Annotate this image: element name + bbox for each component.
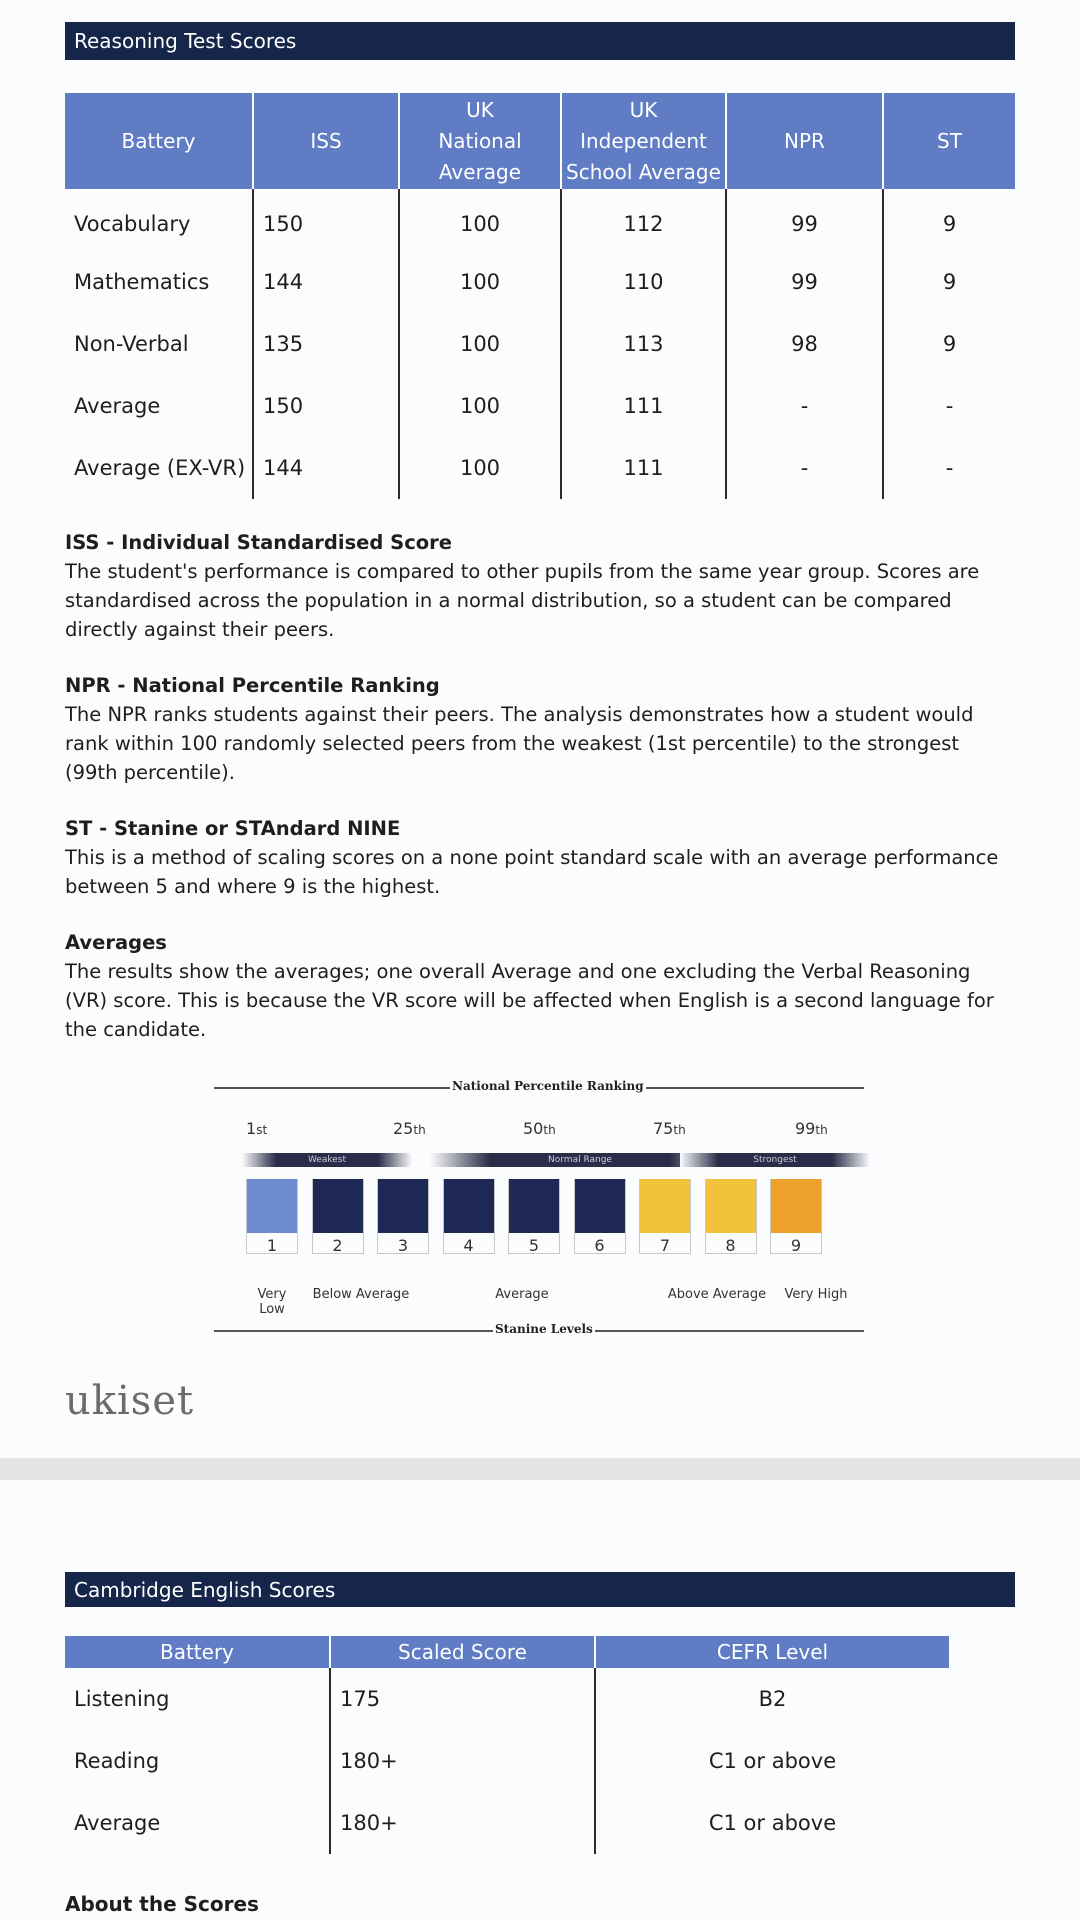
cell-iss: 135 [254, 313, 400, 375]
stanine-color-box [247, 1179, 297, 1233]
table-row [65, 251, 1015, 313]
reasoning-table-body [65, 189, 1015, 499]
definition-text: This is a method of scaling scores on a none point standard scale with an average performance between 5 and where 9 is the highest. [65, 846, 999, 898]
cambridge-table-body [65, 1668, 949, 1854]
column-header-battery: Battery [65, 1636, 331, 1668]
stanine-level [443, 1179, 495, 1254]
table-row [65, 1730, 949, 1792]
stanine-level [508, 1179, 560, 1254]
page-separator [0, 1458, 1080, 1480]
stanine-number: 2 [332, 1236, 343, 1255]
cell-st: 9 [942, 332, 957, 356]
definition-block [65, 528, 1015, 644]
definition-text: The student's performance is compared to other pupils from the same year group. Scores are standardised across the population in a normal distribution, so a student can be compared directly against their peers. [65, 560, 980, 641]
npr-stanine-chart [210, 1075, 880, 1345]
stanine-level [312, 1179, 364, 1254]
stanine-number: 5 [528, 1236, 540, 1255]
cell-battery: Non-Verbal [65, 313, 254, 375]
definition-title: Averages [65, 931, 167, 954]
cell-uk-independent-average: 113 [562, 313, 727, 375]
column-header-uk-independent-school-average: UK Independent School Average [562, 93, 727, 189]
stanine-number: 4 [463, 1236, 474, 1255]
cell-battery: Reading [65, 1730, 331, 1792]
definition-title: NPR - National Percentile Ranking [65, 674, 440, 697]
cell-cefr-level: B2 [758, 1687, 787, 1711]
stanine-color-box [771, 1179, 821, 1233]
reasoning-section-header [65, 22, 1015, 60]
cell-st: 9 [942, 270, 957, 294]
stanine-color-box [509, 1179, 559, 1233]
cell-uk-national-average: 100 [400, 189, 562, 251]
cell-iss: 144 [254, 251, 400, 313]
cell-st: 9 [942, 212, 957, 236]
reasoning-table-header [65, 93, 1015, 189]
cell-scaled-score: 175 [331, 1668, 596, 1730]
stanine-band-label: Very High [784, 1287, 848, 1302]
cell-cefr-level: C1 or above [708, 1811, 837, 1835]
column-header-st: ST [937, 128, 962, 153]
cell-st: - [945, 394, 954, 418]
ukiset-logo: ukiset [65, 1378, 195, 1424]
stanine-color-box [706, 1179, 756, 1233]
cell-iss: 150 [254, 189, 400, 251]
cell-npr: - [727, 375, 884, 437]
column-header-uk-national-average: UK National Average [400, 93, 562, 189]
definition-block [65, 928, 1015, 1044]
cell-cefr-level: C1 or above [708, 1749, 837, 1773]
stanine-number: 6 [594, 1236, 605, 1255]
stanine-color-box [575, 1179, 625, 1233]
percentile-range-bar: Weakest [242, 1153, 412, 1167]
stanine-color-box [378, 1179, 428, 1233]
reasoning-scores-table [65, 93, 1015, 499]
stanine-level [246, 1179, 298, 1254]
column-header-npr: NPR [727, 93, 884, 189]
table-row [65, 189, 1015, 251]
stanine-color-box [313, 1179, 363, 1233]
definition-block [65, 814, 1015, 901]
chart-top-caption: National Percentile Ranking [452, 1079, 644, 1093]
report-page-2 [0, 1480, 1080, 1920]
stanine-level [770, 1179, 822, 1254]
stanine-band-label: Very Low [257, 1287, 287, 1317]
cell-uk-national-average: 100 [400, 375, 562, 437]
stanine-number: 1 [266, 1236, 278, 1255]
column-header-scaled-score: Scaled Score [331, 1636, 596, 1668]
definition-block [65, 671, 1015, 787]
cell-npr: 99 [727, 189, 884, 251]
cell-battery: Mathematics [65, 251, 254, 313]
cell-st: - [945, 456, 954, 480]
cell-uk-independent-average: 111 [562, 375, 727, 437]
table-row [65, 313, 1015, 375]
reasoning-section-title: Reasoning Test Scores [74, 29, 297, 53]
cambridge-section-header [65, 1572, 1015, 1607]
cambridge-table-header [65, 1636, 949, 1668]
stanine-number: 7 [659, 1236, 671, 1255]
stanine-number: 8 [725, 1236, 736, 1255]
cell-iss: 144 [254, 437, 400, 499]
stanine-color-box [444, 1179, 494, 1233]
cell-uk-independent-average: 110 [562, 251, 727, 313]
cell-uk-national-average: 100 [400, 437, 562, 499]
cell-battery: Average [65, 1792, 331, 1854]
stanine-level [705, 1179, 757, 1254]
stanine-level [377, 1179, 429, 1254]
stanine-band-label: Below Average [312, 1287, 410, 1302]
stanine-number: 9 [790, 1236, 802, 1255]
stanine-band-label: Average [495, 1287, 549, 1302]
about-scores-heading: About the Scores [65, 1892, 259, 1916]
column-header-iss: ISS [254, 93, 400, 189]
cell-uk-independent-average: 111 [562, 437, 727, 499]
cell-battery: Listening [65, 1668, 331, 1730]
percentile-tick: 1st [246, 1119, 268, 1138]
definition-text: The results show the averages; one overall Average and one excluding the Verbal Reasoning (VR) score. This is because the VR score will be affected when English is a second language for the candidate. [65, 960, 994, 1041]
percentile-tick: 25th [393, 1119, 426, 1138]
percentile-tick: 75th [653, 1119, 686, 1138]
stanine-level [639, 1179, 691, 1254]
chart-bottom-caption: Stanine Levels [495, 1322, 593, 1336]
definition-title: ST - Stanine or STAndard NINE [65, 817, 401, 840]
percentile-tick: 50th [523, 1119, 556, 1138]
cell-npr: 98 [727, 313, 884, 375]
cambridge-section-title: Cambridge English Scores [74, 1577, 336, 1602]
cell-npr: 99 [727, 251, 884, 313]
cell-uk-national-average: 100 [400, 251, 562, 313]
stanine-color-box [640, 1179, 690, 1233]
table-row [65, 1792, 949, 1854]
table-row [65, 1668, 949, 1730]
cambridge-scores-table [65, 1636, 949, 1854]
score-definitions [65, 528, 1015, 1071]
stanine-number: 3 [397, 1236, 409, 1255]
cell-battery: Vocabulary [65, 189, 254, 251]
cell-uk-independent-average: 112 [562, 189, 727, 251]
cell-scaled-score: 180+ [331, 1792, 596, 1854]
stanine-level [574, 1179, 626, 1254]
definition-title: ISS - Individual Standardised Score [65, 531, 452, 554]
percentile-tick: 99th [795, 1119, 828, 1138]
cell-iss: 150 [254, 375, 400, 437]
stanine-band-label: Above Average [667, 1287, 767, 1302]
cell-battery: Average [65, 375, 254, 437]
cell-battery: Average (EX-VR) [65, 437, 254, 499]
cell-npr: - [727, 437, 884, 499]
definition-text: The NPR ranks students against their peers. The analysis demonstrates how a student would rank within 100 randomly selected peers from the weakest (1st percentile) to the strongest (99th percentile). [65, 703, 974, 784]
table-row [65, 375, 1015, 437]
column-header-cefr-level: CEFR Level [716, 1640, 829, 1664]
table-row [65, 437, 1015, 499]
cell-uk-national-average: 100 [400, 313, 562, 375]
cell-scaled-score: 180+ [331, 1730, 596, 1792]
percentile-range-bar: Strongest [680, 1153, 870, 1167]
column-header-battery: Battery [65, 93, 254, 189]
percentile-range-bar: Normal Range [430, 1153, 730, 1167]
